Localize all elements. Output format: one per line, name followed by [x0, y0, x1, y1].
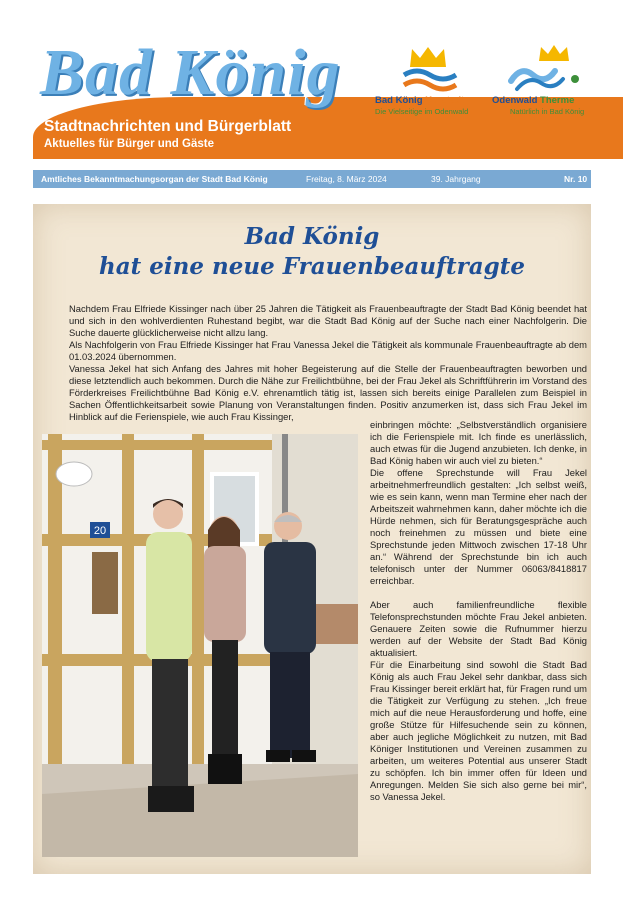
article-paragraph: Die offene Sprechstunde will Frau Jekel arbeitnehmerfreundlich gestalten: „Ich selbst weiß, wie es sein kann, wenn man Termine eher nach der Arbeitszeit wahrnehmen kann, daher möchte ich die Hürde nehmen, sich für Beratungsgespräche auch noch freinehmen zu müssen und biete eine Sprechstunde jeden Mittwoch zwischen 17-18 Uhr an.“ Während der Sprechstunde bin ich auch telefonisch unter der Nummer 06063/8418817 erreichbar.: [370, 467, 587, 586]
therme-slogan: Natürlich in Bad König: [510, 107, 585, 116]
article-intro: [69, 303, 587, 423]
info-date: Freitag, 8. März 2024: [306, 174, 387, 184]
article-paragraph: einbringen möchte: „Selbstverständlich organisiere ich die Ferienspiele mit. Ich finde es unerlässlich, auch etwas für die Jugend anzubieten. Ich denke, in Bad König haben wir auch viel zu bieten.“: [370, 419, 587, 466]
crown-wave-icon: [400, 45, 460, 93]
article-headline: [33, 222, 591, 282]
article-paragraph: Vanessa Jekel hat sich Anfang des Jahres mit hoher Begeisterung auf die Stelle der Frauenbeauftragten beworben und diese letztendlich auch bekommen. Durch die Nähe zur Freilichtbühne, bei der Frau Jekel als Schriftführerin im Vorstand des Förderkreises Freilichtbühne Bad König e.V. ehrenamtlich tätig ist, lassen sich bereits einige Parallelen zum Beispiel in Sachen Öffentlichkeitsarbeit sowie Planung von Veranstaltungen finden. Positiv anzumerken ist, dass sich Frau Jekel im Hinblick auf die Ferienspiele, wie auch Frau Kissinger,: [69, 363, 587, 422]
article-paragraph: Als Nachfolgerin von Frau Elfriede Kissinger hat Frau Vanessa Jekel die Tätigkeit als kommunale Frauenbeauftragte ab dem 01.03.2024 übernommen.: [69, 339, 587, 362]
therme-name-1: Odenwald: [492, 95, 541, 106]
person-left: [146, 499, 194, 812]
therme-logo: [492, 45, 617, 116]
masthead-title: Bad König: [40, 36, 341, 109]
therme-name-2: Therme: [540, 95, 575, 106]
kurstadt-logo: [375, 45, 485, 116]
article-right-column: [370, 419, 587, 803]
info-volume: 39. Jahrgang: [431, 174, 481, 184]
photo-illustration: [42, 434, 358, 857]
article-paragraph: Nachdem Frau Elfriede Kissinger nach über 25 Jahren die Tätigkeit als Frauenbeauftragte der Stadt Bad König beendet hat und sich in den wohlverdienten Ruhestand begibt, war die Stadt Bad König auf der Suche nach einer Nachfolgerin. Die Suche dauerte glücklicherweise nicht allzu lang.: [69, 303, 587, 338]
article-photo: [42, 434, 358, 857]
headline-line-2: hat eine neue Frauenbeauftragte: [99, 253, 525, 280]
kurstadt-slogan: Die Vielseitige im Odenwald: [375, 107, 469, 116]
article-paragraph: Aber auch familienfreundliche flexible Telefonsprechstunden möchte Frau Jekel anbieten. Genauere Zeiten sowie die Rufnummer hierzu werden auf der Website der Stadt Bad König aktualisiert.: [370, 599, 587, 658]
house-number: 20: [93, 525, 107, 537]
kurstadt-name-1: Bad König: [375, 95, 426, 106]
article-paragraph: Für die Einarbeitung sind sowohl die Stadt Bad König als auch Frau Jekel sehr dankbar, dass sich Frau Kissinger bereit erklärt hat, für Fragen rund um die Tätigkeit zur Verfügung zu stehen. „Ich freue mich auf die neue Herausforderung und hoffe, eine große Stütze für Hilfesuchende sein zu können, aber auch jegliche Möglichkeit zu nutzen, mit Bad Königer Institutionen und Vereinen zusammen zu arbeiten, um weiteres Potential aus unserer Stadt zu schöpfen. Ich bin immer offen für Ideen und Anregungen. Melden Sie sich also gerne bei mir“, so Vanessa Jekel.: [370, 659, 587, 802]
info-organ: Amtliches Bekanntmachungsorgan der Stadt Bad König: [41, 174, 268, 184]
person-right: [264, 512, 316, 762]
masthead-subtitle: Stadtnachrichten und Bürgerblatt: [44, 118, 292, 135]
info-bar: [33, 170, 591, 188]
headline-line-1: Bad König: [244, 223, 380, 250]
kurstadt-name-2: Kurstadt: [425, 95, 465, 106]
crown-swirl-icon: [507, 45, 587, 93]
masthead-tagline: Aktuelles für Bürger und Gäste: [44, 138, 214, 150]
info-issue: Nr. 10: [564, 174, 588, 184]
